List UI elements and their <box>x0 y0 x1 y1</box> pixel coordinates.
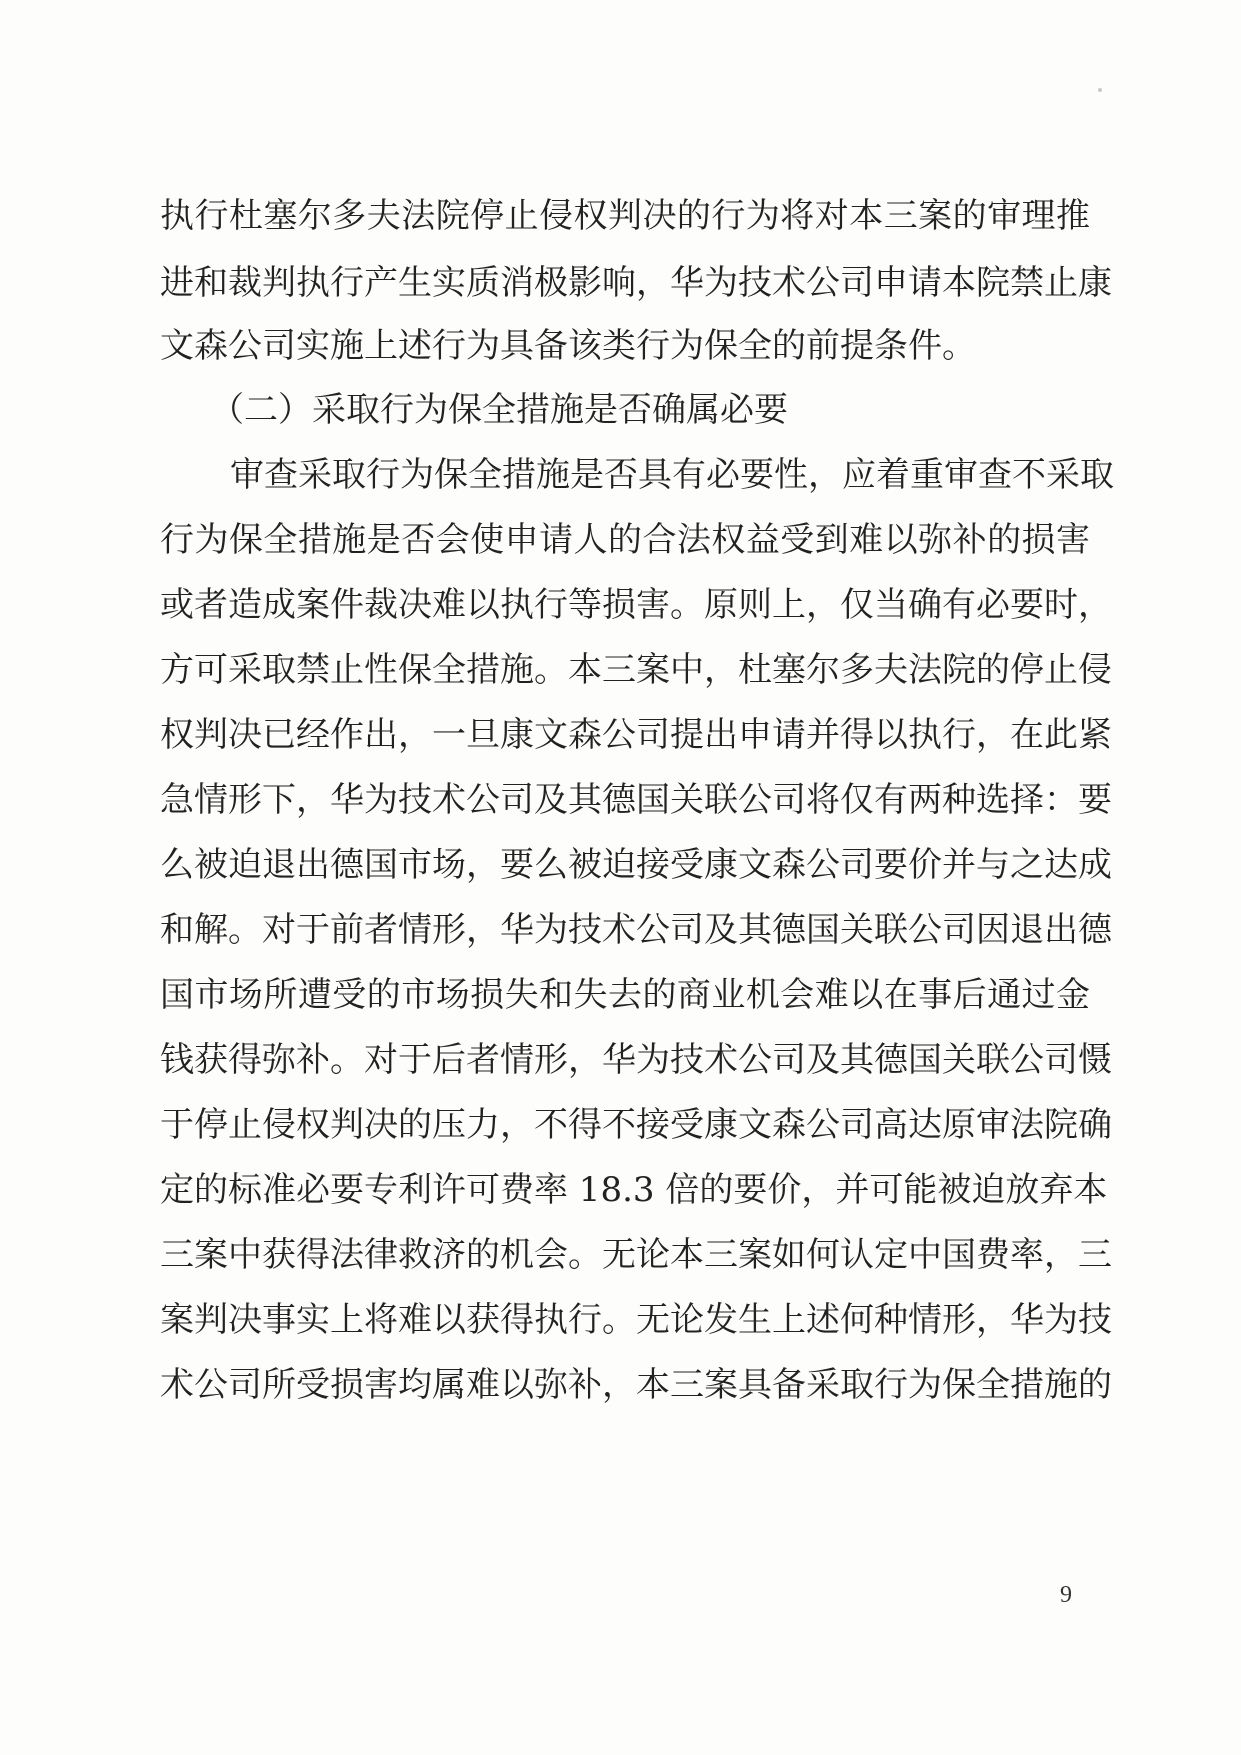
text-line-9: 权判决已经作出，一旦康文森公司提出申请并得以执行，在此紧 <box>160 715 1112 755</box>
text-line-3: 文森公司实施上述行为具备该类行为保全的前提条件。 <box>160 326 976 366</box>
text-line-5: 审查采取行为保全措施是否具有必要性，应着重审查不采取 <box>230 455 1114 495</box>
text-line-14: 钱获得弥补。对于后者情形，华为技术公司及其德国关联公司慑 <box>160 1040 1112 1080</box>
text-line-17: 三案中获得法律救济的机会。无论本三案如何认定中国费率，三 <box>160 1235 1112 1275</box>
scan-speck <box>1098 88 1102 92</box>
text-line-19: 术公司所受损害均属难以弥补，本三案具备采取行为保全措施的 <box>160 1365 1112 1405</box>
text-line-13: 国市场所遭受的市场损失和失去的商业机会难以在事后通过金 <box>160 975 1090 1015</box>
text-line-10: 急情形下，华为技术公司及其德国关联公司将仅有两种选择：要 <box>160 780 1112 820</box>
section-heading: （二）采取行为保全措施是否确属必要 <box>210 390 788 430</box>
text-line-2: 进和裁判执行产生实质消极影响，华为技术公司申请本院禁止康 <box>160 263 1112 303</box>
page-number: 9 <box>1060 1582 1072 1608</box>
text-line-1: 执行杜塞尔多夫法院停止侵权判决的行为将对本三案的审理推 <box>160 196 1090 236</box>
text-line-6: 行为保全措施是否会使申请人的合法权益受到难以弥补的损害 <box>160 520 1090 560</box>
text-line-16: 定的标准必要专利许可费率 18.3 倍的要价，并可能被迫放弃本 <box>160 1170 1108 1210</box>
text-line-15: 于停止侵权判决的压力，不得不接受康文森公司高达原审法院确 <box>160 1105 1112 1145</box>
text-line-18: 案判决事实上将难以获得执行。无论发生上述何种情形，华为技 <box>160 1300 1112 1340</box>
text-line-11: 么被迫退出德国市场，要么被迫接受康文森公司要价并与之达成 <box>160 845 1112 885</box>
text-line-8: 方可采取禁止性保全措施。本三案中，杜塞尔多夫法院的停止侵 <box>160 650 1112 690</box>
text-line-7: 或者造成案件裁决难以执行等损害。原则上，仅当确有必要时， <box>160 585 1112 625</box>
text-line-12: 和解。对于前者情形，华为技术公司及其德国关联公司因退出德 <box>160 910 1112 950</box>
